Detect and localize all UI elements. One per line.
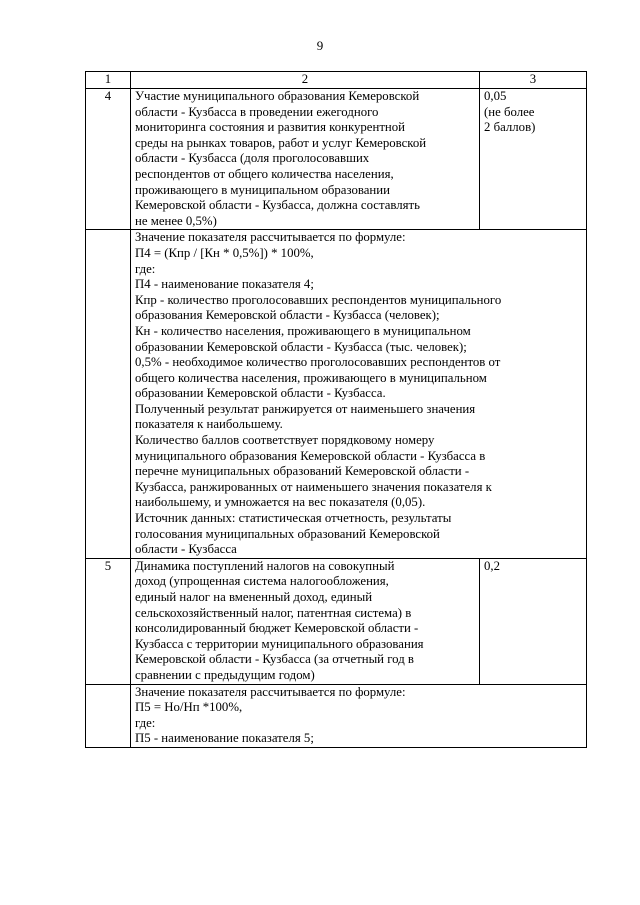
explanation-line: Значение показателя рассчитывается по формуле:	[135, 684, 406, 699]
indicator-line: Кемеровской области - Кузбасса, должна составлять	[135, 198, 420, 213]
empty-cell	[86, 230, 131, 558]
indicator-line: единый налог на вмененный доход, единый	[135, 590, 373, 604]
weight-line: 0,05	[484, 89, 507, 103]
empty-cell	[86, 684, 131, 747]
explanation-line: 0,5% - необходимое количество проголосовавших респондентов от	[135, 355, 501, 370]
table-row-4-explanation	[86, 230, 587, 558]
explanation-line: где:	[135, 715, 156, 730]
indicator-line: Участие муниципального образования Кемеровской	[135, 89, 420, 103]
explanation-line: образовании Кемеровской области - Кузбасса.	[135, 386, 386, 401]
explanation-line: Кузбасса, ранжированных от наименьшего значения показателя к	[135, 479, 492, 494]
indicator-line: не менее 0,5%)	[135, 213, 217, 228]
calculation-explanation	[131, 230, 587, 558]
formula-line: П5 = Но/Нп *100%,	[135, 700, 243, 715]
indicator-line: проживающего в муниципальном образовании	[135, 182, 390, 197]
indicator-line: сельскохозяйственный налог, патентная система) в	[135, 605, 412, 620]
indicator-line: консолидированный бюджет Кемеровской области -	[135, 621, 419, 636]
indicator-weight	[480, 89, 587, 230]
indicator-line: доход (упрощенная система налогообложения,	[135, 574, 389, 589]
indicator-line: области - Кузбасса (доля проголосовавших	[135, 151, 370, 166]
indicator-description	[131, 558, 480, 684]
explanation-line: общего количества населения, проживающего в муниципальном	[135, 370, 487, 385]
indicator-line: мониторинга состояния и развития конкурентной	[135, 120, 406, 135]
indicator-line: Кузбасса с территории муниципального образования	[135, 636, 424, 651]
indicator-line: среды на рынках товаров, работ и услуг Кемеровской	[135, 135, 427, 150]
header-col-3: 3	[480, 72, 587, 89]
explanation-line: где:	[135, 261, 156, 276]
explanation-line: образовании Кемеровской области - Кузбасса (тыс. человек);	[135, 339, 467, 354]
indicator-line: Кемеровской области - Кузбасса (за отчетный год в	[135, 652, 414, 667]
explanation-line: наибольшему, и умножается на вес показателя (0,05).	[135, 495, 426, 510]
explanation-line: Количество баллов соответствует порядковому номеру	[135, 433, 435, 448]
row-number: 4	[86, 89, 131, 230]
page-number: 9	[316, 38, 324, 53]
explanation-line: Полученный результат ранжируется от наименьшего значения	[135, 401, 476, 416]
indicator-weight	[480, 558, 587, 684]
table-header-row	[86, 72, 587, 89]
indicator-line: респондентов от общего количества населения,	[135, 166, 394, 181]
table-row-4	[86, 89, 587, 230]
calculation-explanation	[131, 684, 587, 747]
explanation-line: П5 - наименование показателя 5;	[135, 731, 314, 746]
explanation-line: голосования муниципальных образований Кемеровской	[135, 526, 440, 541]
explanation-line: П4 - наименование показателя 4;	[135, 277, 314, 292]
indicators-table	[85, 71, 587, 748]
formula-line: П4 = (Кпр / [Кн * 0,5%]) * 100%,	[135, 245, 314, 260]
explanation-line: области - Кузбасса	[135, 542, 237, 557]
header-col-1: 1	[86, 72, 131, 89]
indicator-line: Динамика поступлений налогов на совокупный	[135, 558, 395, 573]
explanation-line: Источник данных: статистическая отчетность, результаты	[135, 511, 452, 526]
table-row-5-explanation	[86, 684, 587, 747]
weight-line: 2 баллов)	[484, 120, 536, 135]
explanation-line: перечне муниципальных образований Кемеровской области -	[135, 464, 470, 479]
indicator-line: области - Кузбасса в проведении ежегодного	[135, 104, 379, 119]
explanation-line: образования Кемеровской области - Кузбасса (человек);	[135, 308, 440, 323]
row-number: 5	[86, 558, 131, 684]
explanation-line: муниципального образования Кемеровской области - Кузбасса в	[135, 448, 486, 463]
weight-line: (не более	[484, 104, 535, 119]
indicator-description	[131, 89, 480, 230]
explanation-line: Значение показателя рассчитывается по формуле:	[135, 230, 406, 245]
header-col-2: 2	[131, 72, 480, 89]
explanation-line: Кпр - количество проголосовавших респондентов муниципального	[135, 292, 502, 307]
indicator-line: сравнении с предыдущим годом)	[135, 667, 315, 682]
explanation-line: Кн - количество населения, проживающего в муниципальном	[135, 323, 471, 338]
explanation-line: показателя к наибольшему.	[135, 417, 283, 432]
weight-line: 0,2	[484, 558, 500, 573]
table-row-5	[86, 558, 587, 684]
